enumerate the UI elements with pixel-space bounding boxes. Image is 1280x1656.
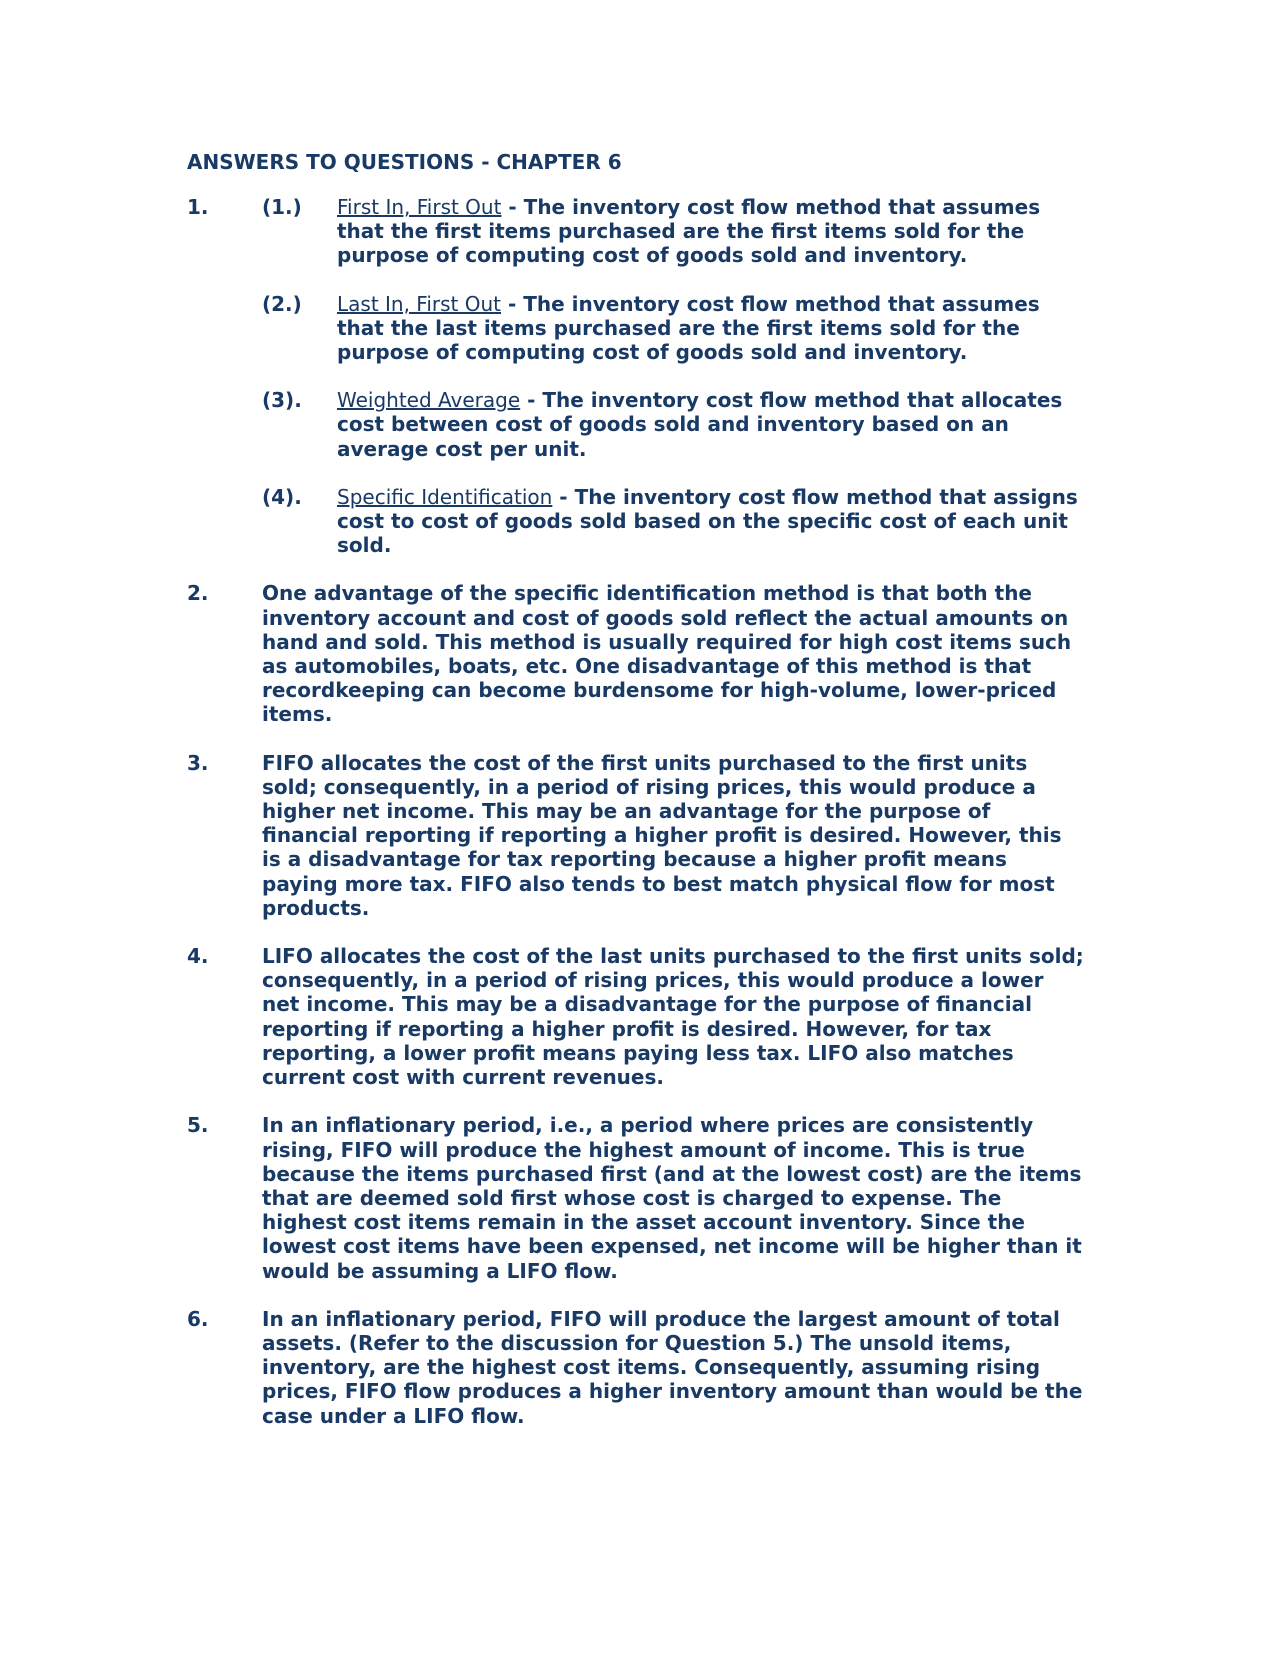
definition-term: Weighted Average xyxy=(337,388,521,413)
definition-weighted-average xyxy=(262,388,1087,461)
document-body xyxy=(187,150,1087,1452)
question-3 xyxy=(187,751,1087,920)
question-6 xyxy=(187,1307,1087,1428)
question-number: 3. xyxy=(187,750,209,775)
definition-term: First In, First Out xyxy=(337,195,502,219)
question-5 xyxy=(187,1113,1087,1282)
definition-label: (2.) xyxy=(262,291,302,316)
definition-term: Last In, First Out xyxy=(337,291,502,316)
answer-text: LIFO allocates the cost of the last units purchased to the first units sold; consequently, in a period of rising prices, this would produce a lower net income. This may be a disadvantage for the purpose of financial reporting if reporting a higher profit is desired. However, for tax reporting, a lower profit means paying less tax. LIFO also matches current cost with current revenues. xyxy=(262,944,1084,1090)
question-number: 6. xyxy=(187,1306,209,1331)
definition-label: (3). xyxy=(262,388,302,413)
document-title: ANSWERS TO QUESTIONS - CHAPTER 6 xyxy=(187,150,622,174)
definition-text: - The inventory cost flow method that assigns cost to cost of goods sold based on the specific cost of each unit sold. xyxy=(337,484,1078,558)
question-number: 4. xyxy=(187,944,209,969)
question-number: 1. xyxy=(187,195,209,219)
definition-text: - The inventory cost flow method that assumes that the last items purchased are the first items sold for the purpose of computing cost of goods sold and inventory. xyxy=(337,291,1040,365)
answer-text: In an inflationary period, FIFO will produce the largest amount of total assets. (Refer to the discussion for Question 5.) The unsold items, inventory, are the highest cost items. Consequently, assuming rising prices, FIFO flow produces a higher inventory amount than would be the case under a LIFO flow. xyxy=(262,1306,1083,1428)
definition-lifo xyxy=(262,292,1087,365)
question-4 xyxy=(187,944,1087,1089)
question-2 xyxy=(187,581,1087,726)
definition-text: - The inventory cost flow method that assumes that the first items purchased are the first items sold for the purpose of computing cost of goods sold and inventory. xyxy=(337,195,1041,268)
definition-text: - The inventory cost flow method that allocates cost between cost of goods sold and inventory based on an average cost per unit. xyxy=(337,388,1063,461)
question-number: 5. xyxy=(187,1113,209,1138)
definition-label: (1.) xyxy=(262,195,302,219)
definition-term: Specific Identification xyxy=(337,484,553,509)
answer-text: In an inflationary period, i.e., a period where prices are consistently rising, FIFO will produce the highest amount of income. This is true because the items purchased first (and at the lowest cost) are the items that are deemed sold first whose cost is charged to expense. The highest cost items remain in the asset account inventory. Since the lowest cost items have been expensed, net income will be higher than it would be assuming a LIFO flow. xyxy=(262,1113,1082,1283)
question-1 xyxy=(187,195,1087,557)
definition-fifo xyxy=(262,195,1087,268)
definition-specific-identification xyxy=(262,485,1087,558)
question-number: 2. xyxy=(187,581,209,606)
answer-text: One advantage of the specific identification method is that both the inventory account and cost of goods sold reflect the actual amounts on hand and sold. This method is usually required for high cost items such as automobiles, boats, etc. One disadvantage of this method is that recordkeeping can become burdensome for high-volume, lower-priced items. xyxy=(262,581,1072,727)
answer-text: FIFO allocates the cost of the first units purchased to the first units sold; consequently, in a period of rising prices, this would produce a higher net income. This may be an advantage for the purpose of financial reporting if reporting a higher profit is desired. However, this is a disadvantage for tax reporting because a higher profit means paying more tax. FIFO also tends to best match physical flow for most products. xyxy=(262,750,1062,920)
definition-label: (4). xyxy=(262,484,302,509)
